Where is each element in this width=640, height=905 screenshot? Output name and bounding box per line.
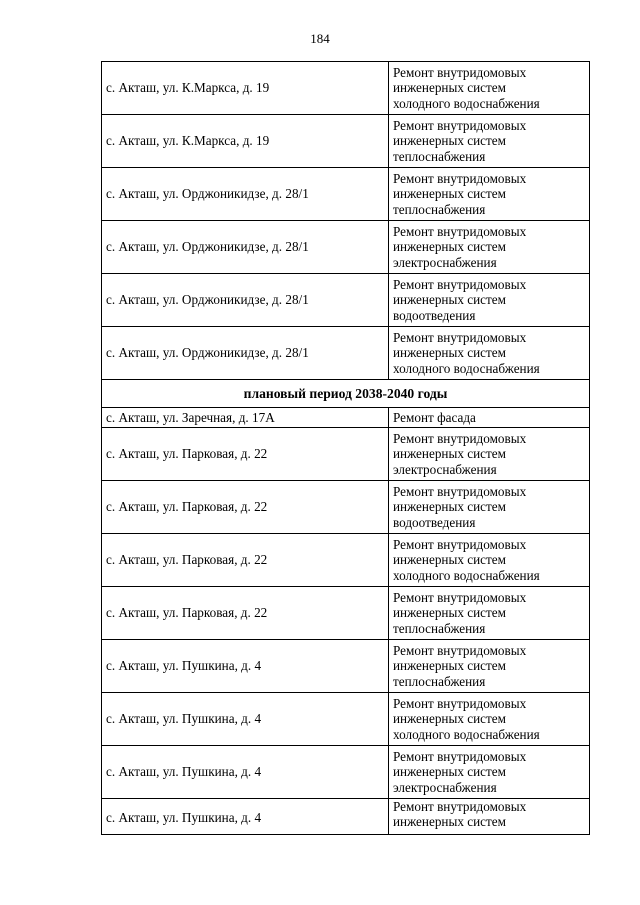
work-type-cell bbox=[389, 640, 590, 693]
table-row bbox=[102, 115, 590, 168]
address-cell: с. Акташ, ул. Пушкина, д. 4 bbox=[102, 746, 389, 799]
work-type-cell bbox=[389, 274, 590, 327]
work-type-line: теплоснабжения bbox=[393, 620, 486, 636]
repair-schedule-table bbox=[101, 61, 590, 835]
work-type-line: Ремонт внутридомовых bbox=[393, 695, 527, 711]
work-type-line: холодного водоснабжения bbox=[393, 567, 540, 583]
work-type-line: электроснабжения bbox=[393, 254, 497, 270]
work-type-line: электроснабжения bbox=[393, 779, 497, 795]
work-type-line: Ремонт фасада bbox=[393, 409, 476, 425]
work-type-line: инженерных систем bbox=[393, 814, 506, 830]
work-type-cell bbox=[389, 693, 590, 746]
work-type-line: теплоснабжения bbox=[393, 148, 486, 164]
address-cell: с. Акташ, ул. Пушкина, д. 4 bbox=[102, 693, 389, 746]
work-type-cell bbox=[389, 587, 590, 640]
work-type-line: инженерных систем bbox=[393, 499, 506, 515]
work-type-line: теплоснабжения bbox=[393, 673, 486, 689]
address-cell: с. Акташ, ул. Парковая, д. 22 bbox=[102, 481, 389, 534]
address-cell: с. Акташ, ул. Орджоникидзе, д. 28/1 bbox=[102, 327, 389, 380]
work-type-cell bbox=[389, 168, 590, 221]
table-row bbox=[102, 640, 590, 693]
work-type-line: холодного водоснабжения bbox=[393, 95, 540, 111]
work-type-line: холодного водоснабжения bbox=[393, 360, 540, 376]
work-type-line: инженерных систем bbox=[393, 605, 506, 621]
address-cell: с. Акташ, ул. Орджоникидзе, д. 28/1 bbox=[102, 221, 389, 274]
work-type-cell bbox=[389, 481, 590, 534]
table-row bbox=[102, 62, 590, 115]
address-cell: с. Акташ, ул. К.Маркса, д. 19 bbox=[102, 62, 389, 115]
work-type-line: инженерных систем bbox=[393, 658, 506, 674]
table-row bbox=[102, 327, 590, 380]
work-type-line: Ремонт внутридомовых bbox=[393, 589, 527, 605]
address-cell: с. Акташ, ул. Парковая, д. 22 bbox=[102, 534, 389, 587]
work-type-line: инженерных систем bbox=[393, 345, 506, 361]
work-type-line: инженерных систем bbox=[393, 186, 506, 202]
work-type-line: Ремонт внутридомовых bbox=[393, 170, 527, 186]
address-cell: с. Акташ, ул. Парковая, д. 22 bbox=[102, 587, 389, 640]
work-type-line: инженерных систем bbox=[393, 552, 506, 568]
work-type-line: Ремонт внутридомовых bbox=[393, 64, 527, 80]
work-type-cell bbox=[389, 221, 590, 274]
work-type-cell bbox=[389, 534, 590, 587]
work-type-cell bbox=[389, 408, 590, 428]
work-type-cell bbox=[389, 746, 590, 799]
section-header-row bbox=[102, 380, 590, 408]
address-cell: с. Акташ, ул. Парковая, д. 22 bbox=[102, 428, 389, 481]
work-type-line: холодного водоснабжения bbox=[393, 726, 540, 742]
work-type-cell bbox=[389, 799, 590, 835]
work-type-line: инженерных систем bbox=[393, 292, 506, 308]
work-type-cell bbox=[389, 115, 590, 168]
table-row bbox=[102, 274, 590, 327]
work-type-line: теплоснабжения bbox=[393, 201, 486, 217]
work-type-line: инженерных систем bbox=[393, 133, 506, 149]
table-row bbox=[102, 746, 590, 799]
work-type-line: электроснабжения bbox=[393, 461, 497, 477]
table-body bbox=[102, 62, 590, 835]
section-title: плановый период 2038-2040 годы bbox=[102, 380, 590, 408]
work-type-line: инженерных систем bbox=[393, 239, 506, 255]
table-row bbox=[102, 693, 590, 746]
work-type-line: водоотведения bbox=[393, 307, 476, 323]
work-type-line: инженерных систем bbox=[393, 764, 506, 780]
work-type-cell bbox=[389, 327, 590, 380]
address-cell: с. Акташ, ул. Орджоникидзе, д. 28/1 bbox=[102, 274, 389, 327]
work-type-line: инженерных систем bbox=[393, 711, 506, 727]
address-cell: с. Акташ, ул. Пушкина, д. 4 bbox=[102, 799, 389, 835]
work-type-line: водоотведения bbox=[393, 514, 476, 530]
address-cell: с. Акташ, ул. К.Маркса, д. 19 bbox=[102, 115, 389, 168]
work-type-line: Ремонт внутридомовых bbox=[393, 799, 527, 814]
table-row bbox=[102, 534, 590, 587]
work-type-line: Ремонт внутридомовых bbox=[393, 117, 527, 133]
work-type-cell bbox=[389, 428, 590, 481]
address-cell: с. Акташ, ул. Пушкина, д. 4 bbox=[102, 640, 389, 693]
table-row bbox=[102, 408, 590, 428]
work-type-line: Ремонт внутридомовых bbox=[393, 483, 527, 499]
work-type-cell bbox=[389, 62, 590, 115]
work-type-line: Ремонт внутридомовых bbox=[393, 430, 527, 446]
table-row bbox=[102, 168, 590, 221]
work-type-line: Ремонт внутридомовых bbox=[393, 276, 527, 292]
table-row bbox=[102, 481, 590, 534]
work-type-line: Ремонт внутридомовых bbox=[393, 329, 527, 345]
work-type-line: инженерных систем bbox=[393, 446, 506, 462]
work-type-line: Ремонт внутридомовых bbox=[393, 642, 527, 658]
table-row bbox=[102, 428, 590, 481]
address-cell: с. Акташ, ул. Заречная, д. 17А bbox=[102, 408, 389, 428]
work-type-line: Ремонт внутридомовых bbox=[393, 223, 527, 239]
address-cell: с. Акташ, ул. Орджоникидзе, д. 28/1 bbox=[102, 168, 389, 221]
table-row bbox=[102, 799, 590, 835]
work-type-line: Ремонт внутридомовых bbox=[393, 748, 527, 764]
work-type-line: инженерных систем bbox=[393, 80, 506, 96]
work-type-line: Ремонт внутридомовых bbox=[393, 536, 527, 552]
table-row bbox=[102, 587, 590, 640]
table-row bbox=[102, 221, 590, 274]
page-number: 184 bbox=[310, 31, 330, 46]
